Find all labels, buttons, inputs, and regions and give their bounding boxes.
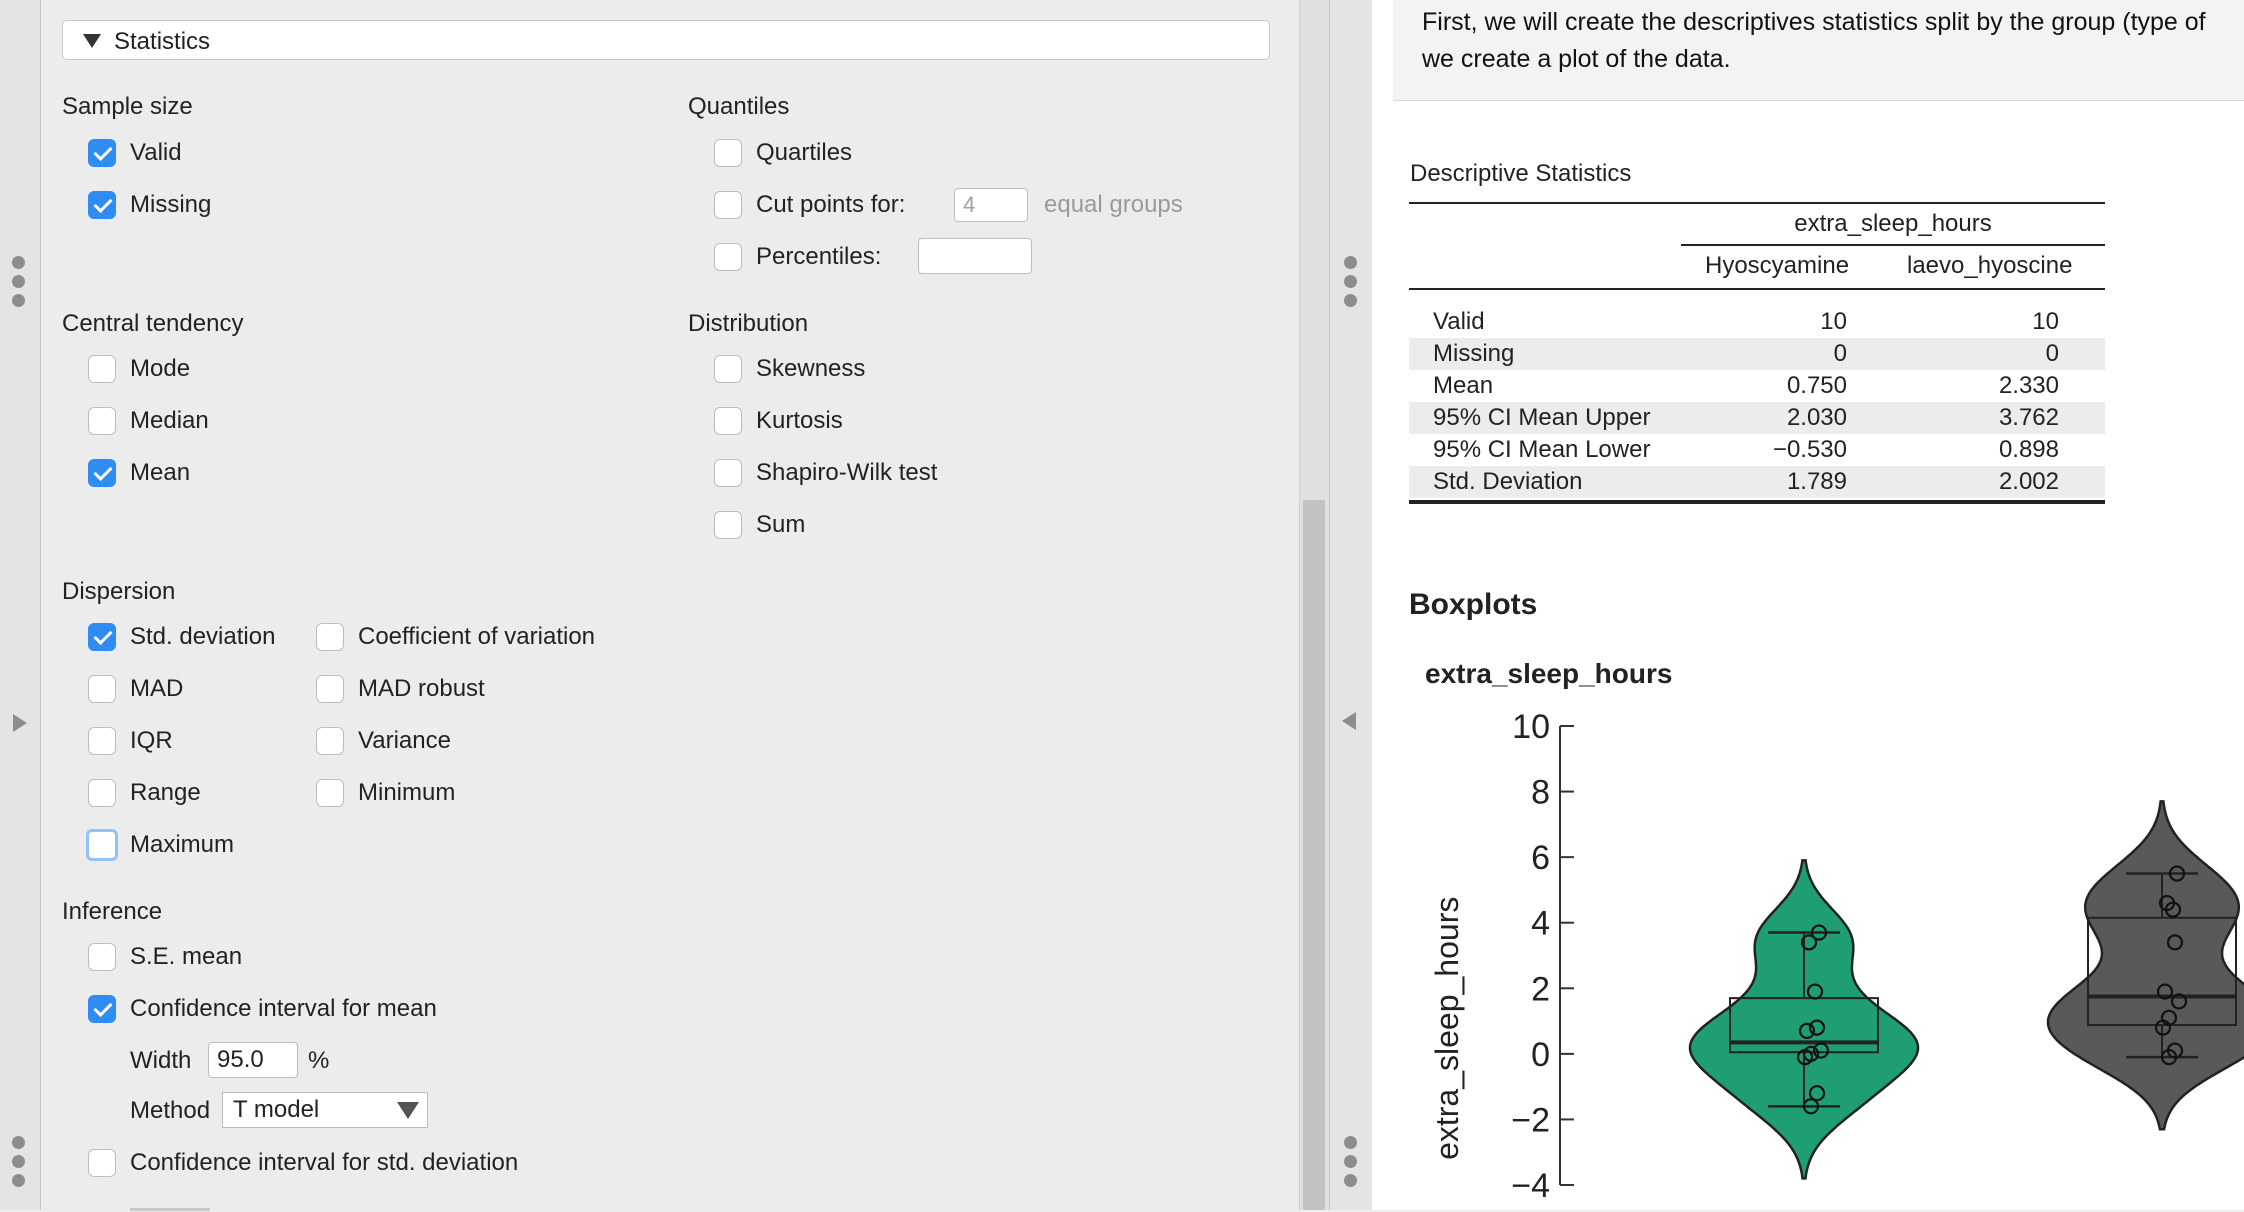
column-header: Hyoscyamine (1705, 252, 1850, 279)
collapse-arrow-icon[interactable] (1342, 712, 1356, 730)
violin-box-plot (1372, 690, 2244, 1210)
options-scrollbar-thumb[interactable] (1303, 500, 1325, 1210)
mean-checkbox-row[interactable] (88, 456, 190, 490)
expand-arrow-icon[interactable] (13, 714, 27, 732)
section-title: Statistics (114, 28, 211, 55)
median-label: Median (130, 407, 209, 434)
cut-points-checkbox[interactable] (714, 191, 742, 219)
mode-checkbox[interactable] (88, 355, 116, 383)
mean-label: Mean (130, 459, 191, 486)
plot-title: extra_sleep_hours (1425, 658, 1673, 689)
range-label: Range (130, 779, 201, 806)
violin-group (2048, 801, 2244, 1129)
missing-checkbox-row[interactable] (88, 188, 211, 222)
skewness-checkbox[interactable] (714, 355, 742, 383)
column-header: laevo_hyoscine (1907, 252, 2073, 279)
drag-handle-icon[interactable] (12, 256, 26, 313)
drag-handle-icon[interactable] (1344, 1136, 1358, 1193)
percentiles-input[interactable] (918, 238, 1032, 274)
sum-label: Sum (756, 511, 806, 538)
kurtosis-checkbox-row[interactable] (714, 404, 843, 438)
ci-width-input[interactable]: 95.0 (208, 1042, 298, 1078)
width-unit-label: % (308, 1047, 330, 1074)
central-tendency-heading: Central tendency (62, 310, 244, 337)
mad-robust-checkbox[interactable] (316, 675, 344, 703)
violin-shape (2048, 801, 2244, 1129)
equal-groups-label: equal groups (1044, 191, 1183, 218)
minimum-checkbox[interactable] (316, 779, 344, 807)
mad-robust-label: MAD robust (358, 675, 485, 702)
sum-checkbox[interactable] (714, 511, 742, 539)
cv-label: Coefficient of variation (358, 623, 596, 650)
percentiles-checkbox-row[interactable] (714, 240, 881, 274)
maximum-label: Maximum (130, 831, 235, 858)
left-gutter[interactable] (0, 0, 41, 1210)
header-rule (1409, 288, 2105, 290)
variable-header-rule (1681, 244, 2105, 246)
violin-group (1690, 860, 1918, 1178)
distribution-heading: Distribution (688, 310, 809, 337)
median-checkbox-row[interactable] (88, 404, 209, 438)
violin-shape (1690, 860, 1918, 1178)
method-dropdown[interactable] (222, 1092, 428, 1128)
shapiro-wilk-label: Shapiro-Wilk test (756, 459, 938, 486)
maximum-checkbox-row[interactable] (86, 828, 234, 862)
percentiles-checkbox[interactable] (714, 243, 742, 271)
iqr-checkbox-row[interactable] (88, 724, 173, 758)
kurtosis-label: Kurtosis (756, 407, 843, 434)
y-axis (1511, 708, 1574, 1205)
valid-checkbox-row[interactable] (88, 136, 182, 170)
table-row: 95% CI Mean Upper 2.030 3.762 (1409, 402, 2105, 434)
chevron-down-icon (397, 1102, 419, 1119)
ci-mean-checkbox[interactable] (88, 995, 116, 1023)
std-deviation-checkbox-row[interactable] (88, 620, 275, 654)
table-row: Std. Deviation 1.789 2.002 (1409, 466, 2105, 498)
valid-checkbox[interactable] (88, 139, 116, 167)
y-tick-label: 0 (1531, 1035, 1550, 1074)
skewness-label: Skewness (756, 355, 866, 382)
ci-mean-checkbox-row[interactable] (88, 992, 437, 1026)
statistics-section-header[interactable] (62, 20, 1270, 60)
iqr-label: IQR (130, 727, 173, 754)
variance-checkbox-row[interactable] (316, 724, 451, 758)
mean-checkbox[interactable] (88, 459, 116, 487)
y-axis-label: extra_sleep_hours (1429, 896, 1465, 1160)
table-row: Missing 0 0 (1409, 338, 2105, 370)
width-label: Width (130, 1047, 192, 1074)
cut-points-checkbox-row[interactable] (714, 188, 905, 222)
se-mean-checkbox-row[interactable] (88, 940, 242, 974)
variance-checkbox[interactable] (316, 727, 344, 755)
method-label: Method (130, 1097, 211, 1124)
valid-label: Valid (130, 139, 182, 166)
missing-checkbox[interactable] (88, 191, 116, 219)
iqr-checkbox[interactable] (88, 727, 116, 755)
y-tick-label: 10 (1512, 708, 1550, 746)
range-checkbox-row[interactable] (88, 776, 201, 810)
sum-checkbox-row[interactable] (714, 508, 805, 542)
mad-label: MAD (130, 675, 184, 702)
median-checkbox[interactable] (88, 407, 116, 435)
violins (1690, 801, 2244, 1178)
variance-label: Variance (358, 727, 451, 754)
percentiles-label: Percentiles: (756, 243, 882, 270)
std-deviation-label: Std. deviation (130, 623, 276, 650)
y-tick-label: −2 (1511, 1101, 1550, 1140)
collapse-triangle-icon[interactable] (83, 34, 101, 48)
se-mean-checkbox[interactable] (88, 943, 116, 971)
range-checkbox[interactable] (88, 779, 116, 807)
mode-checkbox-row[interactable] (88, 352, 190, 386)
table-row: Mean 0.750 2.330 (1433, 372, 2059, 399)
dispersion-heading: Dispersion (62, 578, 176, 605)
mode-label: Mode (130, 355, 191, 382)
mad-checkbox[interactable] (88, 675, 116, 703)
skewness-checkbox-row[interactable] (714, 352, 865, 386)
y-tick-label: 2 (1531, 970, 1550, 1009)
y-tick-label: 6 (1531, 839, 1550, 878)
ci-sd-label: Confidence interval for std. deviation (130, 1149, 519, 1176)
variable-header: extra_sleep_hours (1794, 210, 1992, 237)
se-mean-label: S.E. mean (130, 943, 243, 970)
missing-label: Missing (130, 191, 212, 218)
boxplots-heading: Boxplots (1409, 588, 1538, 621)
drag-handle-icon[interactable] (1344, 256, 1358, 313)
table-bottom-rule (1409, 500, 2105, 504)
quartiles-label: Quartiles (756, 139, 853, 166)
std-deviation-checkbox[interactable] (88, 623, 116, 651)
table-row: 95% CI Mean Lower −0.530 0.898 (1433, 436, 2059, 463)
kurtosis-checkbox[interactable] (714, 407, 742, 435)
quantiles-heading: Quantiles (688, 93, 790, 120)
table-row: Valid 10 10 (1433, 308, 2059, 335)
shapiro-wilk-checkbox[interactable] (714, 459, 742, 487)
ci-mean-label: Confidence interval for mean (130, 995, 437, 1022)
sample-size-heading: Sample size (62, 93, 193, 120)
table-top-rule (1409, 202, 2105, 204)
minimum-label: Minimum (358, 779, 456, 806)
cut-points-label: Cut points for: (756, 191, 906, 218)
coefficient-of-variation-checkbox[interactable] (316, 623, 344, 651)
descriptive-statistics-title: Descriptive Statistics (1410, 160, 1632, 187)
drag-handle-icon[interactable] (12, 1136, 26, 1193)
intro-text: First, we will create the descriptives statistics split by the group (type of we create a plot of the data. (1422, 8, 2206, 73)
maximum-checkbox[interactable] (86, 829, 118, 861)
y-tick-label: 8 (1531, 773, 1550, 812)
mad-checkbox-row[interactable] (88, 672, 183, 706)
method-value: T model (233, 1096, 320, 1123)
minimum-checkbox-row[interactable] (316, 776, 455, 810)
shapiro-checkbox-row[interactable] (714, 456, 937, 490)
cut-points-input[interactable]: 4 (954, 188, 1028, 222)
ci-sd-checkbox[interactable] (88, 1149, 116, 1177)
quartiles-checkbox[interactable] (714, 139, 742, 167)
ci-sd-checkbox-row[interactable] (88, 1146, 518, 1180)
quartiles-checkbox-row[interactable] (714, 136, 852, 170)
middle-gutter[interactable] (1329, 0, 1373, 1210)
inference-heading: Inference (62, 898, 163, 925)
y-tick-label: −4 (1511, 1167, 1550, 1205)
mad-robust-checkbox-row[interactable] (316, 672, 485, 706)
y-tick-label: 4 (1531, 904, 1550, 943)
analysis-options-panel (41, 0, 1299, 1210)
cv-checkbox-row[interactable] (316, 620, 595, 654)
